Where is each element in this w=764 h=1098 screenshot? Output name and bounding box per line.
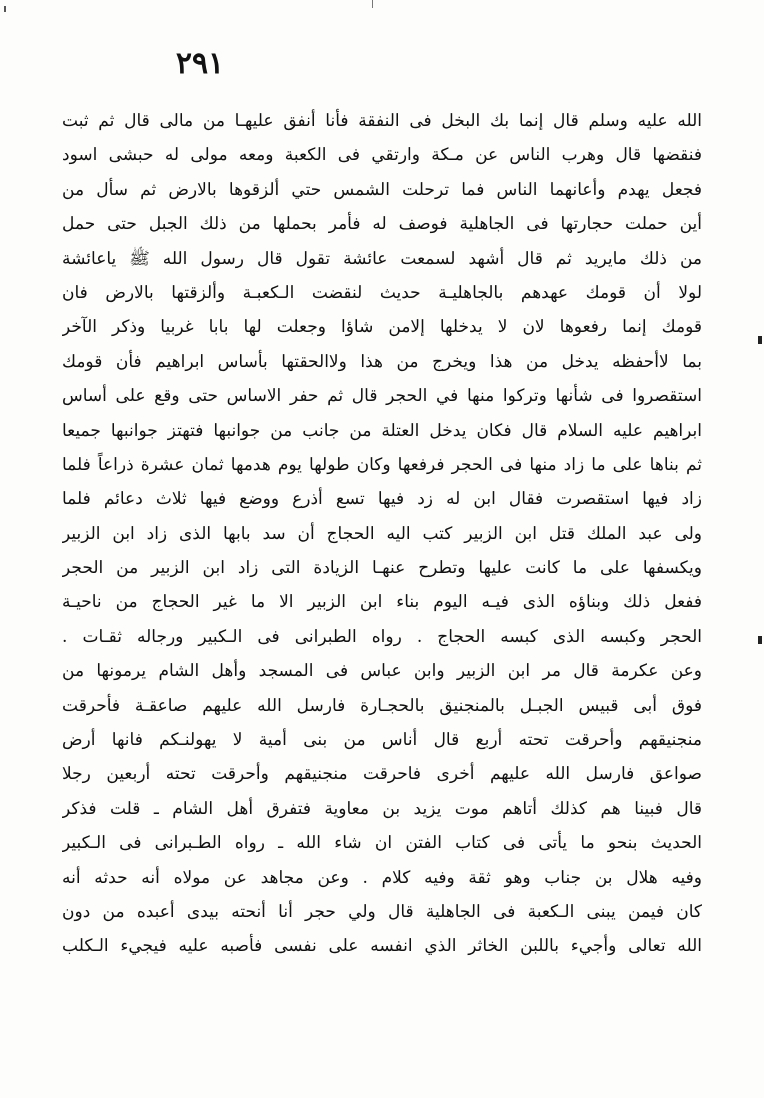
text-line: وفيه هلال بن جناب وهو ثقة وفيه كلام . وعن مجاهد عن مولاه أنه حدثه أنه [62,867,702,888]
body-text [62,104,702,964]
scan-mark-top [372,0,373,8]
text-line: ففعل ذلك وبناؤه الذى فيـه اليوم بناء ابن الزبير الا ما غير الحجاج من ناحيـة [62,592,702,613]
text-line: فنقضها قال وهرب الناس عن مـكة وارتقي فى الكعبة ومعه مولى له حبشى اسود [62,145,702,166]
text-line: لولا أن قومك عهدهم بالجاهليـة حديث لنقضت الـكعبـة وألزقتها بالارض فان [62,282,702,303]
text-line: ولى عبد الملك قتل ابن الزبير كتب اليه الحجاج أن سد بابها الذى زاد ابن الزبير [62,523,702,544]
text-line: ثم بناها على ما زاد منها فى الحجر فرفعها وكان طولها يوم هدمها ثمان عشرة ذراعاً فلما [62,454,702,475]
text-line: ويكسفها على ما كانت عليها وتطرح عنهـا الزيادة التى زاد ابن الزبير من الحجر [62,558,702,579]
text-line: الله تعالى وأجيء باللبن الخاثر الذي انفسه على نفسى فأصبه عليه فيجيء الـكلب [62,936,702,957]
text-line: وعن عكرمة قال مر ابن الزبير وابن عباس فى المسجد وأهل الشام يرمونها من [62,661,702,682]
text-line: ابراهيم عليه السلام قال فكان يدخل العتلة من جانب من جوانبها فتهتز جوانبها جميعا [62,420,702,441]
text-line: فوق أبى قبيس الجبـل بالمنجنيق بالحجـارة فارسل الله عليهم صاعقـة فأحرقت [62,695,702,716]
scan-mark-right [758,336,762,344]
text-line: أين حملت حجارتها فى الجاهلية فوصف له فأمر بحملها من ذلك الجبل حتى حمل [62,214,702,235]
scan-mark-left [4,6,6,12]
text-line: استقصروا فى شأنها وتركوا منها في الحجر قال ثم حفر الاساس حتى وقع على أساس [62,386,702,407]
text-line: زاد فيها استقصرت فقال ابن له زد فيها تسع أذرع ووضع فيها ثلاث دعائم فلما [62,489,702,510]
text-line: الحجر وكبسه الذى كبسه الحجاج . رواه الطبرانى فى الـكبير ورجاله ثقـات . [62,626,702,647]
page-number: ٢٩١ [175,46,225,81]
text-line: قال فبينا هم كذلك أتاهم موت يزيد بن معاوية فتفرق أهل الشام ـ قلت فذكر [62,798,702,819]
text-line: بما لاأحفظه يدخل من هذا ويخرج من هذا ولاالحقتها بأساس ابراهيم فأن قومك [62,351,702,372]
scan-mark-right-low [758,636,762,644]
text-line: صواعق فارسل الله عليهم أخرى فاحرقت منجنيقهم وأحرقت تحته أربعين رجلا [62,764,702,785]
text-line: قومك إنما رفعوها لان لا يدخلها إلامن شاؤا وجعلت لها بابا غربيا وذكر الآخر [62,317,702,338]
text-line: كان فيمن يبنى الـكعبة فى الجاهلية قال ولي حجر أنا أنحته بيدى أعبده من دون [62,901,702,922]
text-line: منجنيقهم وأحرقت تحته أربع قال أناس من بنى أمية لا يهولنـكم فانها أرض [62,730,702,751]
text-line: الله عليه وسلم قال إنما بك البخل فى النفقة فأنا أنفق عليهـا من مالى قال ثم ثبت [62,111,702,131]
text-line: الحديث بنحو ما يأتى فى كتاب الفتن ان شاء الله ـ رواه الطـبرانى فى الـكبير [62,833,702,854]
text-line: فجعل يهدم وأعانهما الناس فما ترحلت الشمس حتي ألزقوها بالارض ثم سأل من [62,179,702,200]
text-line: من ذلك مايريد ثم قال أشهد لسمعت عائشة تقول قال رسول الله ﷺ ياعائشة [62,248,702,269]
